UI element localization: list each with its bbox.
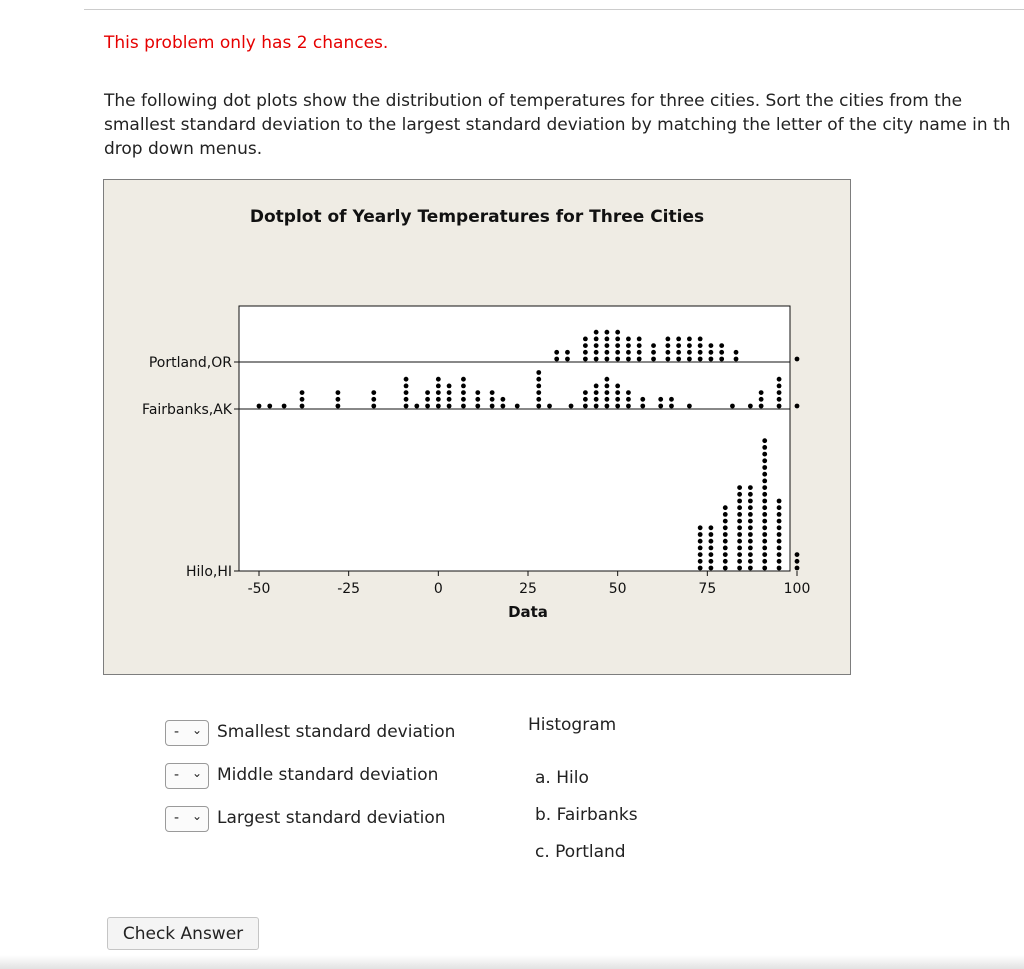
data-dot xyxy=(762,512,767,517)
data-dot xyxy=(762,532,767,537)
data-dot xyxy=(615,357,620,362)
data-dot xyxy=(414,404,419,409)
data-dot xyxy=(737,566,742,571)
chevron-down-icon: ⌄ xyxy=(192,723,203,737)
data-dot xyxy=(723,552,728,557)
data-dot xyxy=(698,350,703,355)
data-dot xyxy=(436,397,441,402)
data-dot xyxy=(709,525,714,530)
data-dot xyxy=(658,397,663,402)
largest-sd-dropdown[interactable] xyxy=(165,806,209,832)
data-dot xyxy=(615,330,620,335)
data-dot xyxy=(737,546,742,551)
data-dot xyxy=(658,404,663,409)
data-dot xyxy=(447,390,452,395)
data-dot xyxy=(723,539,728,544)
data-dot xyxy=(605,357,610,362)
data-dot xyxy=(676,350,681,355)
data-dot xyxy=(490,397,495,402)
data-dot xyxy=(748,519,753,524)
data-dot xyxy=(709,552,714,557)
data-dot xyxy=(737,505,742,510)
bottom-edge xyxy=(0,955,1024,969)
data-dot xyxy=(583,397,588,402)
data-dot xyxy=(676,343,681,348)
data-dot xyxy=(605,390,610,395)
data-dot xyxy=(698,546,703,551)
data-dot xyxy=(371,397,376,402)
data-dot xyxy=(723,546,728,551)
x-tick-label: -50 xyxy=(247,581,271,597)
data-dot xyxy=(336,404,341,409)
data-dot xyxy=(436,384,441,389)
data-dot xyxy=(594,343,599,348)
data-dot xyxy=(447,384,452,389)
data-dot xyxy=(723,532,728,537)
data-dot xyxy=(737,559,742,564)
data-dot xyxy=(371,404,376,409)
top-divider xyxy=(84,9,1024,10)
data-dot xyxy=(605,350,610,355)
data-dot xyxy=(762,519,767,524)
data-dot xyxy=(300,397,305,402)
data-dot xyxy=(583,337,588,342)
data-dot xyxy=(594,357,599,362)
data-dot xyxy=(762,492,767,497)
data-dot xyxy=(461,397,466,402)
data-dot xyxy=(723,512,728,517)
data-dot xyxy=(554,357,559,362)
data-dot xyxy=(605,397,610,402)
x-tick-label: -25 xyxy=(337,581,361,597)
data-dot xyxy=(795,559,800,564)
data-dot xyxy=(267,404,272,409)
data-dot xyxy=(737,525,742,530)
data-dot xyxy=(709,566,714,571)
category-label: Hilo,HI xyxy=(186,564,232,580)
data-dot xyxy=(665,350,670,355)
data-dot xyxy=(698,552,703,557)
data-dot xyxy=(300,390,305,395)
data-dot xyxy=(762,479,767,484)
data-dot xyxy=(669,397,674,402)
largest-sd-label: Largest standard deviation xyxy=(217,808,446,828)
data-dot xyxy=(371,390,376,395)
data-dot xyxy=(709,350,714,355)
data-dot xyxy=(709,559,714,564)
data-dot xyxy=(723,559,728,564)
middle-sd-label: Middle standard deviation xyxy=(217,765,439,785)
x-tick-label: 100 xyxy=(783,581,811,597)
data-dot xyxy=(723,566,728,571)
data-dot xyxy=(583,343,588,348)
data-dot xyxy=(777,505,782,510)
data-dot xyxy=(500,397,505,402)
data-dot xyxy=(605,337,610,342)
data-dot xyxy=(404,390,409,395)
data-dot xyxy=(594,404,599,409)
dotplot-figure xyxy=(103,179,851,675)
data-dot xyxy=(748,559,753,564)
data-dot xyxy=(698,559,703,564)
data-dot xyxy=(777,404,782,409)
data-dot xyxy=(583,390,588,395)
data-dot xyxy=(737,492,742,497)
data-dot xyxy=(777,559,782,564)
data-dot xyxy=(777,512,782,517)
data-dot xyxy=(615,397,620,402)
data-dot xyxy=(723,525,728,530)
data-dot xyxy=(651,357,656,362)
data-dot xyxy=(762,525,767,530)
data-dot xyxy=(762,452,767,457)
data-dot xyxy=(404,404,409,409)
data-dot xyxy=(777,390,782,395)
data-dot xyxy=(748,546,753,551)
data-dot xyxy=(594,397,599,402)
data-dot xyxy=(626,343,631,348)
data-dot xyxy=(605,384,610,389)
option-b: b. Fairbanks xyxy=(535,805,638,825)
data-dot xyxy=(748,532,753,537)
data-dot xyxy=(536,384,541,389)
data-dot xyxy=(536,377,541,382)
data-dot xyxy=(605,343,610,348)
dropdown-value: - xyxy=(174,810,180,826)
x-tick-label: 75 xyxy=(698,581,717,597)
data-dot xyxy=(719,343,724,348)
data-dot xyxy=(737,519,742,524)
data-dot xyxy=(734,350,739,355)
data-dot xyxy=(777,499,782,504)
data-dot xyxy=(737,485,742,490)
data-dot xyxy=(737,512,742,517)
smallest-sd-label: Smallest standard deviation xyxy=(217,722,456,742)
data-dot xyxy=(709,357,714,362)
data-dot xyxy=(583,404,588,409)
data-dot xyxy=(565,357,570,362)
data-dot xyxy=(640,397,645,402)
data-dot xyxy=(436,377,441,382)
data-dot xyxy=(594,384,599,389)
data-dot xyxy=(719,350,724,355)
data-dot xyxy=(748,512,753,517)
data-dot xyxy=(762,465,767,470)
data-dot xyxy=(698,525,703,530)
data-dot xyxy=(637,343,642,348)
data-dot xyxy=(795,566,800,571)
data-dot xyxy=(490,390,495,395)
data-dot xyxy=(536,370,541,375)
data-dot xyxy=(762,445,767,450)
data-dot xyxy=(475,397,480,402)
data-dot xyxy=(536,390,541,395)
x-tick-label: 50 xyxy=(608,581,627,597)
data-dot xyxy=(759,397,764,402)
data-dot xyxy=(626,357,631,362)
data-dot xyxy=(762,472,767,477)
data-dot xyxy=(565,350,570,355)
data-dot xyxy=(605,377,610,382)
data-dot xyxy=(569,404,574,409)
category-label: Portland,OR xyxy=(148,355,232,371)
data-dot xyxy=(709,539,714,544)
data-dot xyxy=(461,404,466,409)
smallest-sd-dropdown[interactable] xyxy=(165,720,209,746)
data-dot xyxy=(737,532,742,537)
data-dot xyxy=(698,566,703,571)
data-dot xyxy=(615,390,620,395)
data-dot xyxy=(461,384,466,389)
data-dot xyxy=(669,404,674,409)
data-dot xyxy=(615,343,620,348)
data-dot xyxy=(777,539,782,544)
data-dot xyxy=(515,404,520,409)
data-dot xyxy=(759,404,764,409)
data-dot xyxy=(748,485,753,490)
dropdown-value: - xyxy=(174,767,180,783)
data-dot xyxy=(404,377,409,382)
data-dot xyxy=(436,404,441,409)
data-dot xyxy=(730,404,735,409)
data-dot xyxy=(687,343,692,348)
data-dot xyxy=(637,350,642,355)
options-heading: Histogram xyxy=(528,715,617,735)
data-dot xyxy=(640,404,645,409)
chevron-down-icon: ⌄ xyxy=(192,766,203,780)
data-dot xyxy=(762,552,767,557)
middle-sd-dropdown[interactable] xyxy=(165,763,209,789)
data-dot xyxy=(748,499,753,504)
data-dot xyxy=(762,499,767,504)
data-dot xyxy=(594,390,599,395)
data-dot xyxy=(554,350,559,355)
data-dot xyxy=(748,552,753,557)
data-dot xyxy=(762,566,767,571)
data-dot xyxy=(748,492,753,497)
data-dot xyxy=(665,343,670,348)
dotplot-chart xyxy=(104,180,850,674)
problem-instructions: The following dot plots show the distribution of temperatures for three cities. Sort the cities from the smallest standard deviation to the largest standard deviation by matching the letter of the city name in th drop down menus. xyxy=(104,91,1011,159)
data-dot xyxy=(536,404,541,409)
data-dot xyxy=(665,337,670,342)
data-dot xyxy=(615,350,620,355)
data-dot xyxy=(777,552,782,557)
data-dot xyxy=(737,552,742,557)
data-dot xyxy=(461,377,466,382)
dropdown-value: - xyxy=(174,724,180,740)
data-dot xyxy=(777,566,782,571)
data-dot xyxy=(637,357,642,362)
x-tick-label: 0 xyxy=(433,581,443,597)
data-dot xyxy=(709,343,714,348)
data-dot xyxy=(547,404,552,409)
data-dot xyxy=(404,384,409,389)
data-dot xyxy=(709,532,714,537)
data-dot xyxy=(759,390,764,395)
option-a: a. Hilo xyxy=(535,768,589,788)
data-dot xyxy=(490,404,495,409)
data-dot xyxy=(425,390,430,395)
data-dot xyxy=(605,330,610,335)
data-dot xyxy=(777,525,782,530)
data-dot xyxy=(748,404,753,409)
data-dot xyxy=(698,357,703,362)
data-dot xyxy=(734,357,739,362)
data-dot xyxy=(698,337,703,342)
x-tick-label: 25 xyxy=(519,581,537,597)
data-dot xyxy=(676,337,681,342)
data-dot xyxy=(500,404,505,409)
data-dot xyxy=(777,546,782,551)
data-dot xyxy=(536,397,541,402)
category-label: Fairbanks,AK xyxy=(142,402,232,418)
data-dot xyxy=(723,519,728,524)
data-dot xyxy=(795,357,800,362)
data-dot xyxy=(762,438,767,443)
data-dot xyxy=(594,350,599,355)
data-dot xyxy=(795,404,800,409)
data-dot xyxy=(615,384,620,389)
data-dot xyxy=(404,397,409,402)
data-dot xyxy=(748,505,753,510)
data-dot xyxy=(698,532,703,537)
data-dot xyxy=(795,552,800,557)
data-dot xyxy=(748,525,753,530)
data-dot xyxy=(257,404,262,409)
data-dot xyxy=(762,458,767,463)
data-dot xyxy=(594,330,599,335)
data-dot xyxy=(748,566,753,571)
data-dot xyxy=(709,546,714,551)
data-dot xyxy=(665,357,670,362)
data-dot xyxy=(626,337,631,342)
data-dot xyxy=(762,505,767,510)
data-dot xyxy=(637,337,642,342)
data-dot xyxy=(762,559,767,564)
data-dot xyxy=(719,357,724,362)
data-dot xyxy=(447,404,452,409)
data-dot xyxy=(651,343,656,348)
data-dot xyxy=(687,350,692,355)
data-dot xyxy=(698,343,703,348)
data-dot xyxy=(723,505,728,510)
data-dot xyxy=(777,397,782,402)
data-dot xyxy=(300,404,305,409)
data-dot xyxy=(615,404,620,409)
data-dot xyxy=(336,390,341,395)
check-answer-button[interactable]: Check Answer xyxy=(107,917,259,950)
data-dot xyxy=(698,539,703,544)
data-dot xyxy=(583,357,588,362)
data-dot xyxy=(475,404,480,409)
data-dot xyxy=(777,377,782,382)
data-dot xyxy=(626,390,631,395)
data-dot xyxy=(475,390,480,395)
data-dot xyxy=(748,539,753,544)
data-dot xyxy=(762,539,767,544)
data-dot xyxy=(626,350,631,355)
data-dot xyxy=(436,390,441,395)
data-dot xyxy=(626,404,631,409)
data-dot xyxy=(594,337,599,342)
data-dot xyxy=(737,499,742,504)
data-dot xyxy=(651,350,656,355)
x-axis-label: Data xyxy=(508,603,548,621)
data-dot xyxy=(676,357,681,362)
plot-area xyxy=(239,306,790,571)
chart-title: Dotplot of Yearly Temperatures for Three Cities xyxy=(249,207,705,227)
data-dot xyxy=(605,404,610,409)
data-dot xyxy=(777,519,782,524)
data-dot xyxy=(687,337,692,342)
data-dot xyxy=(282,404,287,409)
data-dot xyxy=(626,397,631,402)
data-dot xyxy=(425,397,430,402)
data-dot xyxy=(762,485,767,490)
data-dot xyxy=(425,404,430,409)
data-dot xyxy=(687,357,692,362)
data-dot xyxy=(336,397,341,402)
chances-warning: This problem only has 2 chances. xyxy=(104,33,389,53)
data-dot xyxy=(737,539,742,544)
data-dot xyxy=(583,350,588,355)
data-dot xyxy=(777,384,782,389)
data-dot xyxy=(461,390,466,395)
data-dot xyxy=(615,337,620,342)
data-dot xyxy=(762,546,767,551)
data-dot xyxy=(447,397,452,402)
option-c: c. Portland xyxy=(535,842,626,862)
data-dot xyxy=(777,532,782,537)
chevron-down-icon: ⌄ xyxy=(192,809,203,823)
data-dot xyxy=(687,404,692,409)
